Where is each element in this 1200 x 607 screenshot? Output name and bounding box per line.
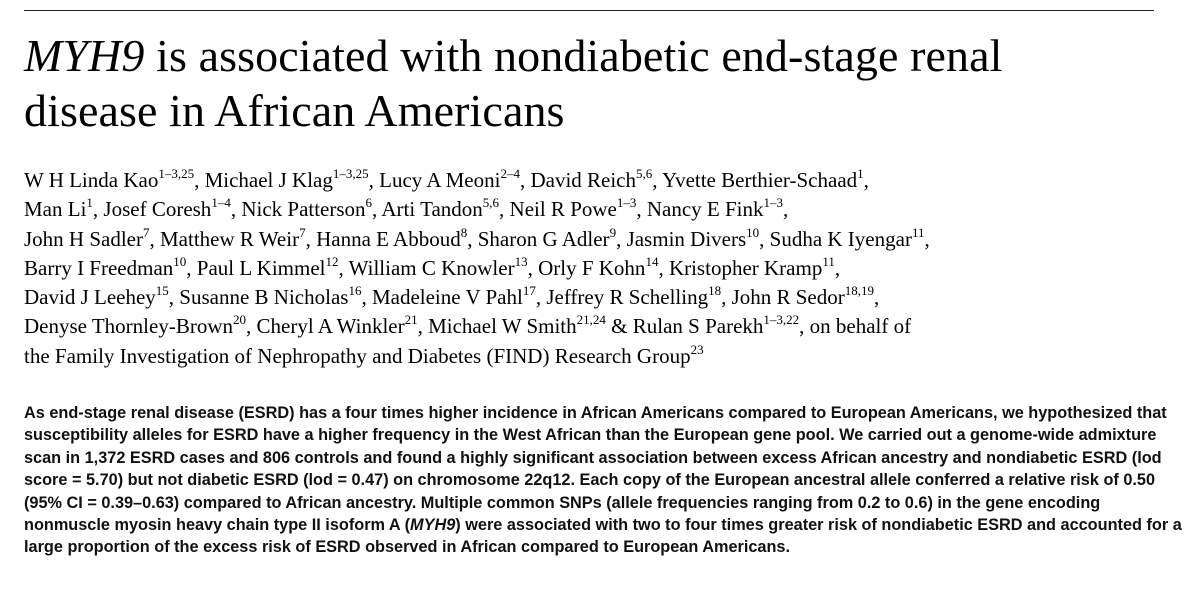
author-separator: , [186, 255, 197, 280]
author-entry [662, 168, 869, 192]
author-name: Yvette Berthier-Schaad [662, 168, 858, 192]
author-name: John H Sadler [24, 226, 143, 251]
author-entry [510, 197, 647, 221]
author-affiliation: 1–3,25 [158, 166, 195, 181]
author-entry [257, 314, 429, 338]
author-entry [538, 253, 669, 280]
author-entry [24, 168, 205, 192]
author-name: Barry I Freedman [24, 255, 174, 280]
author-affiliation: 10 [173, 253, 187, 269]
author-affiliation: 1–3 [763, 195, 784, 211]
author-entry [241, 197, 381, 221]
author-separator: & [605, 314, 633, 339]
author-entry [732, 285, 880, 309]
author-affiliation: 21 [404, 312, 418, 328]
author-entry [381, 197, 509, 221]
author-name: Sharon G Adler [477, 226, 610, 251]
author-affiliation: 1–3 [616, 195, 637, 211]
author-name: Denyse Thornley-Brown [24, 314, 233, 339]
author-separator: , [194, 168, 205, 192]
author-entry [103, 197, 241, 221]
author-separator: , [368, 168, 380, 192]
author-name: Paul L Kimmel [196, 255, 326, 280]
author-name: Susanne B Nicholas [179, 285, 349, 310]
author-name: David J Leehey [24, 285, 156, 310]
author-entry [477, 224, 627, 251]
author-affiliation: 1–3,22 [763, 312, 800, 328]
author-affiliation: 7 [143, 224, 150, 240]
author-entry [24, 197, 103, 221]
abstract-gene-name: MYH9 [410, 516, 456, 535]
author-affiliation: 1–4 [211, 195, 231, 211]
author-entry [316, 224, 478, 251]
author-affiliation: 18 [708, 283, 722, 299]
author-separator: , [168, 285, 180, 310]
author-name: Orly F Kohn [538, 255, 646, 280]
author-separator: , [783, 197, 789, 222]
author-separator: , [246, 314, 257, 339]
author-separator: , [527, 255, 539, 280]
author-separator: , [499, 197, 510, 222]
author-name: Cheryl A Winkler [256, 314, 405, 339]
abstract [24, 402, 1184, 559]
author-affiliation: 13 [514, 253, 528, 269]
author-entry [160, 224, 317, 251]
author-entry [348, 253, 539, 280]
author-affiliation: 20 [233, 312, 246, 328]
author-entry [205, 168, 380, 192]
author-name: Arti Tandon [381, 197, 483, 222]
author-separator: , [467, 226, 478, 251]
author-separator: , [652, 168, 662, 192]
author-entry [626, 224, 770, 251]
author-separator: , [417, 314, 429, 339]
author-name: W H Linda Kao [24, 168, 159, 192]
author-affiliation: 23 [690, 341, 704, 357]
author-affiliation: 8 [460, 224, 468, 240]
author-affiliation: 11 [822, 253, 835, 269]
abstract-text-part1: As end-stage renal disease (ESRD) has a four times higher incidence in African Americans compared to European Americans, we hypothesized that susceptibility alleles for ESRD have a higher frequency in the West African than the European gene pool. We carried out a genome-wide admixture scan in 1,372 ESRD cases and 806 controls and found a highly significant association between excess African ancestry and nondiabetic ESRD (lod score = 5.70) but not diabetic ESRD (lod = 0.47) on chromosome 22q12. Each copy of the European ancestral allele conferred a relative risk of 0.50 (95% CI = 0.39–0.63) compared to African ancestry. Multiple common SNPs (allele frequencies ranging from 0.2 to 0.6) in the gene encoding nonmuscle myosin heavy chain type II isoform A ( [24, 404, 1167, 535]
author-name: Josef Coresh [103, 197, 212, 222]
author-affiliation: 7 [299, 224, 306, 240]
author-name: Jasmin Divers [626, 226, 747, 251]
author-separator: , [834, 255, 841, 280]
author-entry [546, 285, 731, 309]
article-title [24, 28, 1164, 138]
author-separator: , [616, 226, 627, 251]
author-separator: , [658, 255, 669, 280]
author-name: David Reich [530, 168, 637, 192]
author-name: Nick Patterson [241, 197, 366, 222]
author-separator: , [372, 197, 382, 222]
author-name: William C Knowler [348, 255, 515, 280]
author-affiliation: 11 [911, 224, 925, 240]
author-name: Michael W Smith [428, 314, 577, 339]
author-name: Matthew R Weir [160, 226, 300, 251]
author-separator: , [230, 197, 242, 222]
author-affiliation: 1–3,25 [332, 166, 369, 181]
author-entry [379, 168, 530, 192]
author-affiliation: 6 [365, 195, 373, 211]
author-separator: , [759, 226, 770, 251]
title-gene-name: MYH9 [24, 30, 145, 81]
author-name: Man Li [24, 197, 87, 222]
author-entry [24, 314, 257, 338]
author-entry [668, 253, 841, 280]
header-rule [24, 10, 1154, 11]
author-separator: , [305, 226, 317, 251]
author-entry [24, 253, 197, 280]
author-separator: , on behalf of [799, 314, 912, 339]
author-separator: , [338, 255, 349, 280]
author-affiliation: 21,24 [576, 312, 606, 328]
author-affiliation: 18,19 [844, 283, 875, 299]
author-list [24, 166, 1184, 371]
author-entry [196, 253, 349, 280]
abstract-text-part2: ) were associated with two to four times greater risk of nondiabetic ESRD and accounted for a large proportion of the excess risk of ESRD observed in African compared to European Americans. [24, 516, 1182, 557]
title-text-line1: is associated with nondiabetic end-stage renal [144, 30, 1003, 81]
author-name: Kristopher Kramp [668, 255, 823, 280]
author-name: Neil R Powe [509, 197, 617, 222]
author-affiliation: 15 [155, 283, 169, 299]
author-entry [372, 285, 546, 309]
author-separator: , [874, 285, 880, 310]
author-affiliation: 9 [609, 224, 617, 240]
author-affiliation: 17 [522, 283, 536, 299]
author-affiliation: 12 [325, 253, 339, 269]
author-entry [530, 168, 662, 192]
author-affiliation: 14 [645, 253, 659, 269]
author-name: John R Sedor [731, 285, 845, 310]
author-separator: , [863, 168, 869, 192]
author-affiliation: 5,6 [636, 166, 653, 181]
author-name: Michael J Klag [204, 168, 333, 192]
author-name: the Family Investigation of Nephropathy and Diabetes (FIND) Research Group [24, 343, 691, 368]
author-affiliation: 5,6 [482, 195, 500, 211]
author-affiliation: 1 [857, 166, 864, 181]
author-entry [769, 224, 930, 251]
author-separator: , [361, 285, 372, 310]
author-name: Sudha K Iyengar [769, 226, 912, 251]
author-entry [24, 285, 179, 309]
author-separator: , [519, 168, 531, 192]
author-name: Madeleine V Pahl [371, 285, 523, 310]
author-entry [179, 285, 372, 309]
author-separator: , [149, 226, 160, 251]
author-affiliation: 2–4 [500, 166, 520, 181]
author-name: Rulan S Parekh [632, 314, 764, 339]
author-entry [24, 341, 704, 368]
author-name: Lucy A Meoni [379, 168, 501, 192]
author-separator: , [721, 285, 732, 310]
author-affiliation: 1 [86, 195, 93, 211]
title-text-line2: disease in African Americans [24, 85, 565, 136]
author-separator: , [636, 197, 647, 222]
author-separator: , [535, 285, 547, 310]
author-name: Jeffrey R Schelling [546, 285, 709, 310]
author-separator: , [92, 197, 104, 222]
author-name: Hanna E Abboud [316, 226, 461, 251]
author-entry [24, 224, 160, 251]
author-separator: , [924, 226, 930, 251]
author-entry [647, 197, 788, 221]
author-entry [428, 314, 633, 338]
author-affiliation: 16 [348, 283, 362, 299]
author-entry [633, 314, 911, 338]
author-name: Nancy E Fink [646, 197, 764, 222]
author-affiliation: 10 [746, 224, 760, 240]
